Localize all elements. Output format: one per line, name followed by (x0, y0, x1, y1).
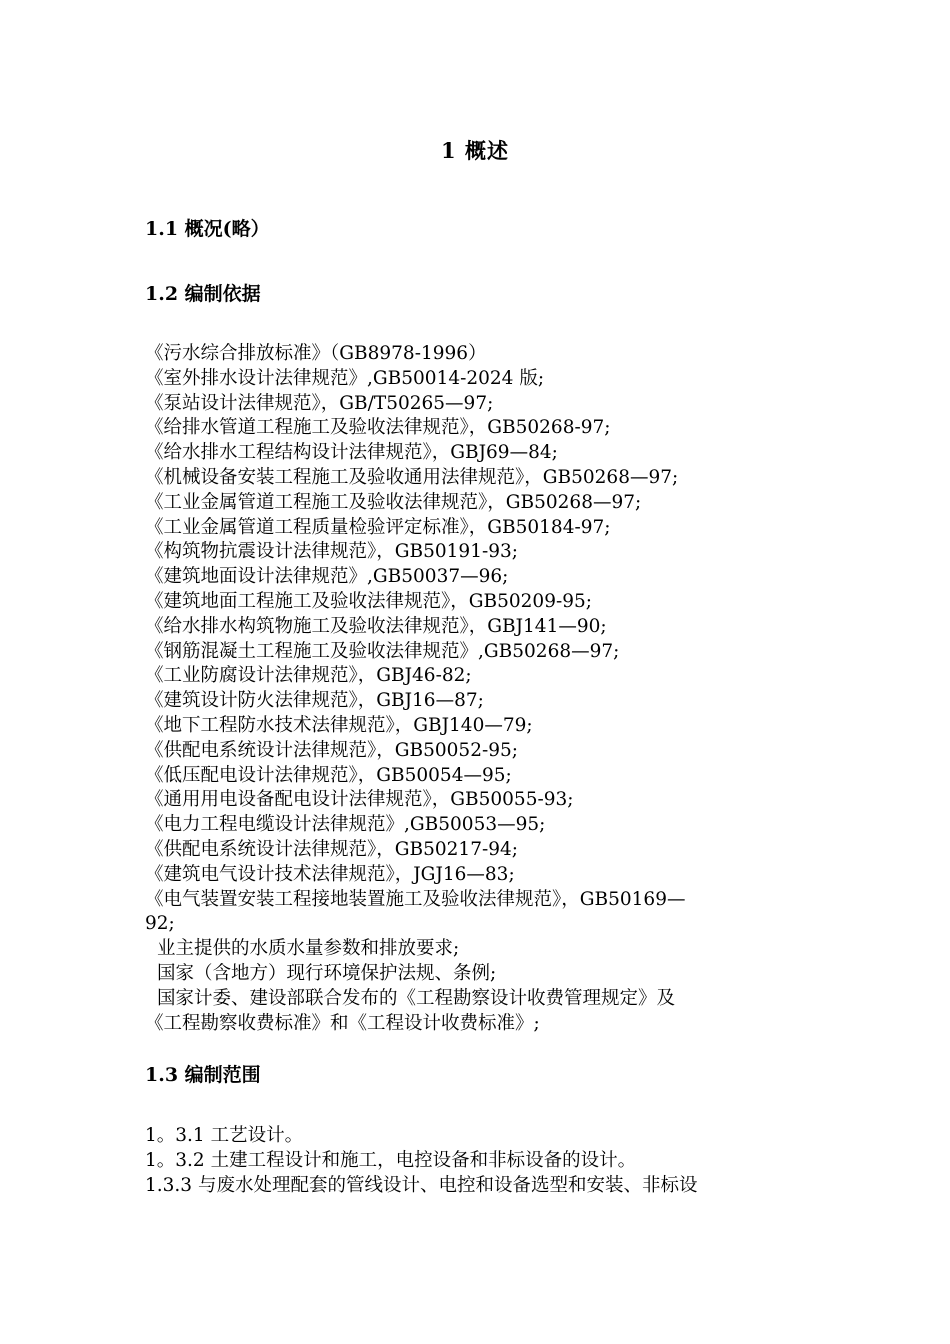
reference-item: 《构筑物抗震设计法律规范》，GB50191-93; (145, 541, 519, 563)
reference-item: 《建筑地面设计法律规范》,GB50037—96; (145, 566, 509, 588)
note-owner-data: 业主提供的水质水量参数和排放要求; (157, 938, 460, 960)
section-heading-scope: 1.3 编制范围 (145, 1064, 261, 1086)
reference-item: 《工业防腐设计法律规范》，GBJ46-82; (145, 665, 472, 687)
reference-item-long-line1: 《电气装置安装工程接地装置施工及验收法律规范》，GB50169— (145, 888, 686, 910)
note-regulations: 国家（含地方）现行环境保护法规、条例; (157, 962, 497, 984)
reference-item: 《工业金属管道工程施工及验收法律规范》，GB50268—97; (145, 491, 642, 513)
chapter-title: 1 概述 (441, 138, 509, 163)
scope-item: 1.3.3 与废水处理配套的管线设计、电控和设备选型和安装、非标设 (145, 1174, 698, 1196)
reference-item: 《建筑设计防火法律规范》，GBJ16—87; (145, 690, 484, 712)
reference-item: 《污水综合排放标准》（GB8978-1996） (145, 343, 487, 364)
reference-item: 《低压配电设计法律规范》，GB50054—95; (145, 764, 512, 786)
reference-item: 《地下工程防水技术法律规范》，GBJ140—79; (145, 714, 533, 736)
reference-item: 《给水排水工程结构设计法律规范》，GBJ69—84; (145, 442, 558, 464)
scope-list (145, 1124, 815, 1198)
reference-item: 《工业金属管道工程质量检验评定标准》，GB50184-97; (145, 516, 611, 538)
reference-item: 《泵站设计法律规范》，GB/T50265—97; (145, 392, 494, 414)
reference-item: 《给排水管道工程施工及验收法律规范》，GB50268-97; (145, 417, 611, 439)
section-heading-overview: 1.1 概况(略） (145, 218, 270, 240)
reference-item: 《给水排水构筑物施工及验收法律规范》，GBJ141—90; (145, 615, 607, 637)
reference-item-long-line2: 92; (145, 913, 175, 935)
reference-item: 《建筑电气设计技术法律规范》，JGJ16—83; (145, 863, 515, 885)
scope-item: 1。3.1 工艺设计。 (145, 1125, 304, 1146)
reference-item: 《机械设备安装工程施工及验收通用法律规范》，GB50268—97; (145, 466, 679, 488)
reference-item: 《供配电系统设计法律规范》，GB50052-95; (145, 739, 519, 761)
reference-item: 《建筑地面工程施工及验收法律规范》，GB50209-95; (145, 590, 593, 612)
note-fee-rules-line2: 《工程勘察收费标准》和《工程设计收费标准》; (145, 1012, 540, 1034)
reference-item: 《电力工程电缆设计法律规范》,GB50053—95; (145, 814, 546, 836)
note-fee-rules-line1: 国家计委、建设部联合发布的《工程勘察设计收费管理规定》及 (157, 987, 676, 1009)
reference-item: 《钢筋混凝土工程施工及验收法律规范》,GB50268—97; (145, 640, 620, 662)
reference-item: 《供配电系统设计法律规范》，GB50217-94; (145, 838, 519, 860)
reference-item: 《通用用电设备配电设计法律规范》，GB50055-93; (145, 789, 574, 811)
reference-item: 《室外排水设计法律规范》,GB50014-2024 版; (145, 367, 545, 389)
section-heading-basis: 1.2 编制依据 (145, 283, 261, 305)
scope-item: 1。3.2 土建工程设计和施工，电控设备和非标设备的设计。 (145, 1149, 637, 1171)
reference-list (145, 342, 815, 1036)
